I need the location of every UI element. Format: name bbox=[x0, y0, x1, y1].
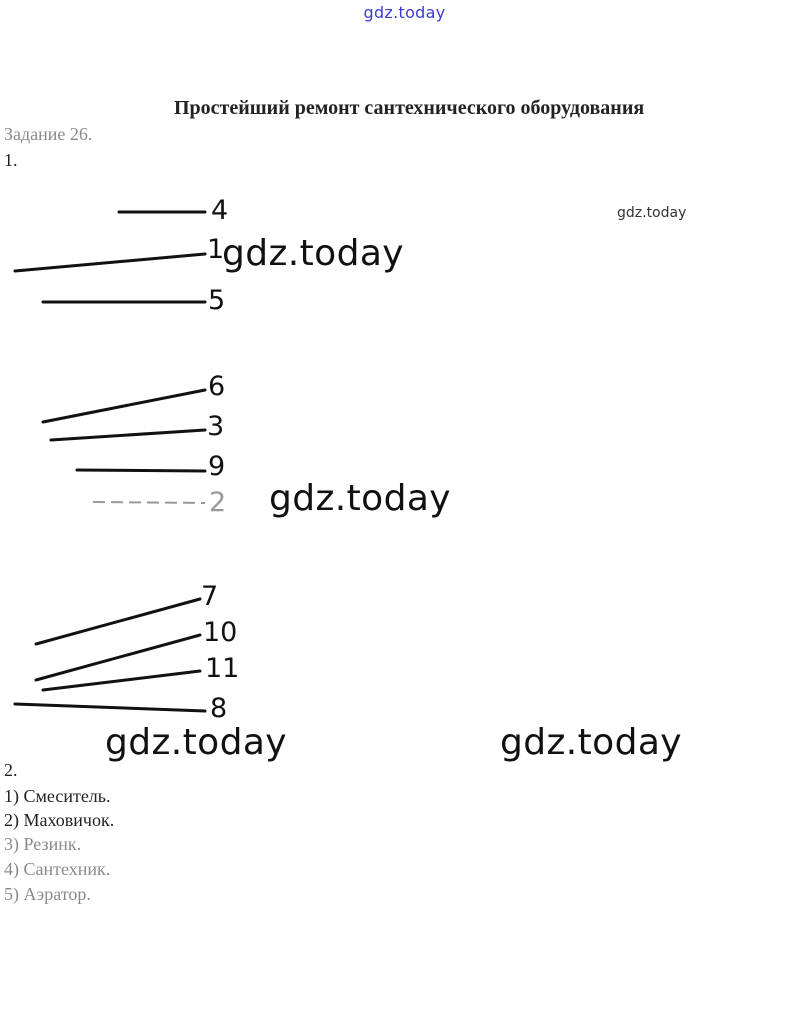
label-number-9: 9 bbox=[208, 451, 226, 482]
watermark-big-2: gdz.today bbox=[269, 478, 452, 519]
watermark-big-4: gdz.today bbox=[500, 722, 683, 763]
label-number-7: 7 bbox=[201, 581, 219, 612]
answer-4: 4) Сантехник. bbox=[4, 859, 111, 879]
label-number-3: 3 bbox=[207, 411, 225, 442]
watermark-small-right: gdz.today bbox=[617, 205, 687, 221]
pointer-line-2 bbox=[93, 502, 205, 503]
pointer-line-3 bbox=[51, 430, 205, 440]
part2-label: 2. bbox=[4, 760, 18, 780]
pointer-line-1 bbox=[15, 254, 205, 271]
label-number-6: 6 bbox=[208, 371, 226, 402]
part1-label: 1. bbox=[4, 150, 18, 170]
page-title: Простейший ремонт сантехнического оборудования bbox=[174, 97, 645, 119]
label-number-1: 1 bbox=[207, 234, 225, 265]
answer-1: 1) Смеситель. bbox=[4, 786, 111, 806]
pointer-line-9 bbox=[77, 470, 205, 471]
label-number-11: 11 bbox=[205, 653, 240, 684]
answer-3: 3) Резинк. bbox=[4, 834, 82, 854]
answer-5: 5) Аэратор. bbox=[4, 884, 91, 904]
label-number-10: 10 bbox=[203, 617, 238, 648]
task-label: Задание 26. bbox=[4, 124, 93, 144]
label-number-8: 8 bbox=[210, 693, 228, 724]
watermark-big-1: gdz.today bbox=[222, 233, 405, 274]
label-number-2: 2 bbox=[209, 487, 227, 518]
watermark-big-3: gdz.today bbox=[105, 722, 288, 763]
pointer-line-6 bbox=[43, 390, 205, 422]
label-number-4: 4 bbox=[211, 195, 229, 226]
pointer-line-8 bbox=[15, 704, 205, 711]
pointer-line-7 bbox=[36, 599, 200, 644]
label-number-5: 5 bbox=[208, 285, 226, 316]
pointer-line-11 bbox=[43, 671, 200, 690]
top-watermark: gdz.today bbox=[363, 3, 446, 22]
answer-2: 2) Маховичок. bbox=[4, 810, 115, 830]
